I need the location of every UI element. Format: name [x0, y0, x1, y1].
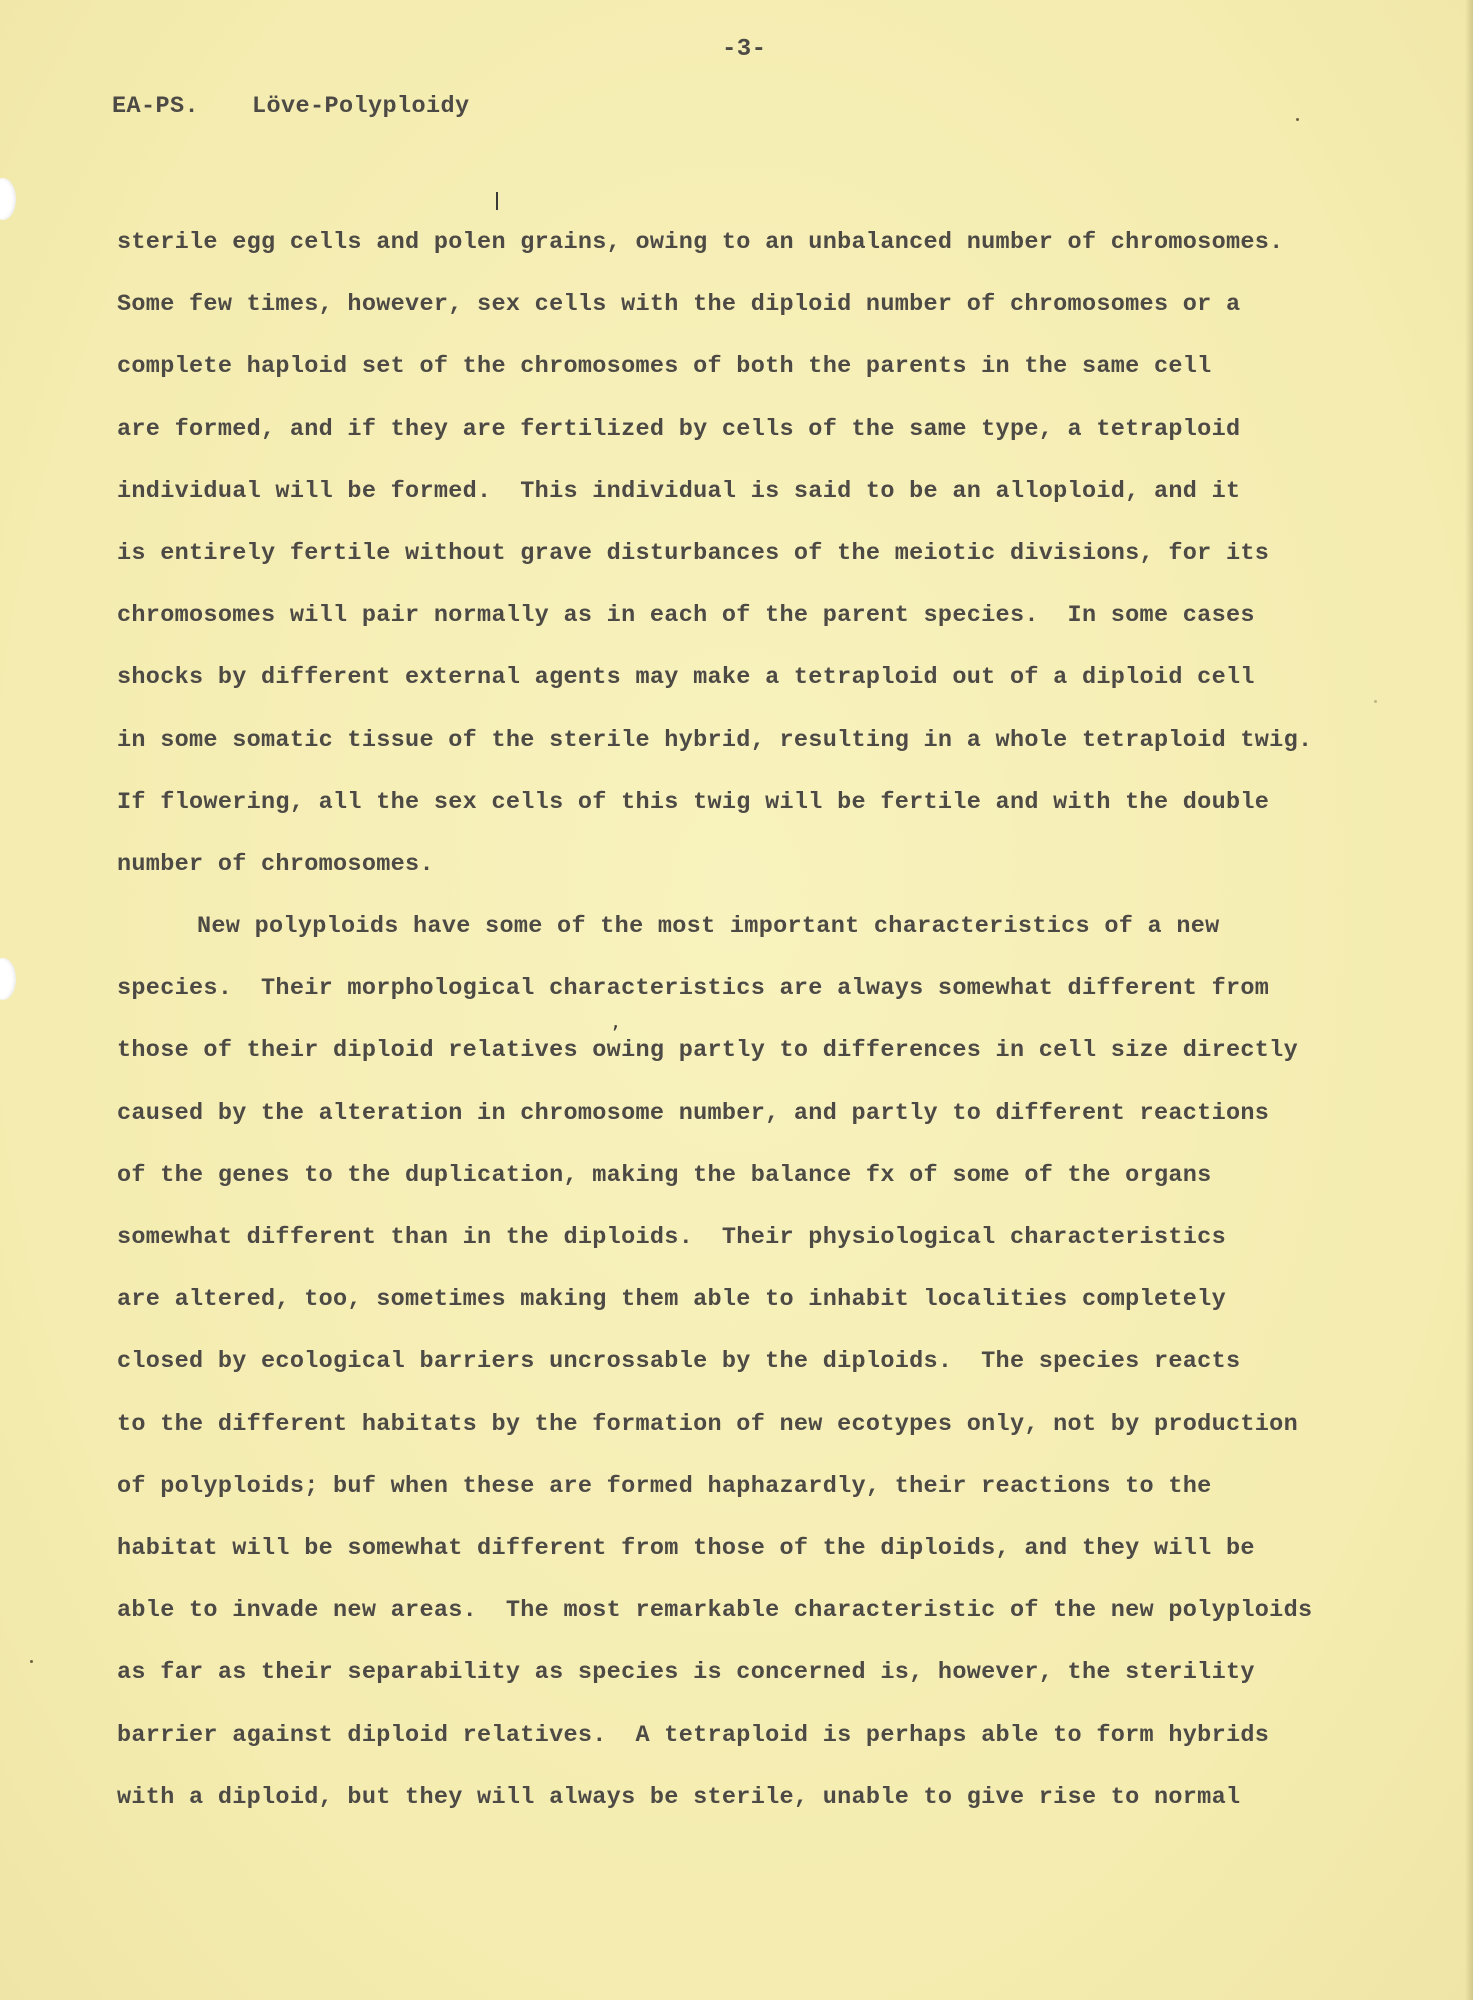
text-line: individual will be formed. This individual is said to be an alloploid, and it: [117, 477, 1241, 505]
punch-hole: [0, 178, 16, 220]
text-line: caused by the alteration in chromosome number, and partly to different reactions: [117, 1099, 1270, 1127]
text-line: are altered, too, sometimes making them able to inhabit localities completely: [117, 1286, 1226, 1314]
handwritten-insertion-mark: [496, 192, 498, 210]
paper-speck: [30, 1660, 33, 1663]
page-edge-shadow: [1465, 0, 1473, 2000]
paragraph-2: [117, 896, 1397, 1829]
text-line: are formed, and if they are fertilized by cells of the same type, a tetraploid: [117, 415, 1241, 443]
text-line: of polyploids; buf when these are formed haphazardly, their reactions to the: [117, 1472, 1212, 1500]
header-title: Löve-Polyploidy: [252, 93, 470, 120]
text-line: If flowering, all the sex cells of this twig will be fertile and with the double: [117, 788, 1270, 816]
text-line: those of their diploid relatives owing partly to differences in cell size directly: [117, 1037, 1298, 1065]
body-text: [117, 212, 1397, 1829]
text-line: chromosomes will pair normally as in each of the parent species. In some cases: [117, 602, 1255, 630]
text-line: complete haploid set of the chromosomes of both the parents in the same cell: [117, 353, 1212, 381]
text-line: shocks by different external agents may make a tetraploid out of a diploid cell: [117, 664, 1255, 692]
text-line: barrier against diploid relatives. A tetraploid is perhaps able to form hybrids: [117, 1721, 1270, 1749]
header-reference: EA-PS.: [112, 93, 200, 120]
text-line: as far as their separability as species is concerned is, however, the sterility: [117, 1659, 1255, 1687]
text-line: New polyploids have some of the most important characteristics of a new: [197, 913, 1220, 941]
handwritten-comma-mark: ,: [612, 1009, 619, 1034]
text-line: is entirely fertile without grave disturbances of the meiotic divisions, for its: [117, 539, 1270, 567]
text-line: somewhat different than in the diploids. Their physiological characteristics: [117, 1224, 1226, 1251]
punch-hole: [0, 958, 16, 1000]
page-number: -3-: [722, 36, 767, 63]
text-line: of the genes to the duplication, making the balance fx of some of the organs: [117, 1161, 1212, 1189]
text-line: closed by ecological barriers uncrossable by the diploids. The species reacts: [117, 1348, 1241, 1376]
text-line: with a diploid, but they will always be sterile, unable to give rise to normal: [117, 1783, 1241, 1811]
paragraph-1: [117, 212, 1397, 896]
paper-speck: [1296, 118, 1299, 121]
text-line: able to invade new areas. The most remarkable characteristic of the new polyploids: [117, 1597, 1313, 1625]
text-line: habitat will be somewhat different from those of the diploids, and they will be: [117, 1534, 1255, 1562]
text-line: species. Their morphological characteristics are always somewhat different from: [117, 975, 1270, 1003]
text-line: sterile egg cells and polen grains, owing to an unbalanced number of chromosomes.: [117, 229, 1284, 256]
text-line: in some somatic tissue of the sterile hybrid, resulting in a whole tetraploid twig.: [117, 726, 1313, 754]
text-line: Some few times, however, sex cells with the diploid number of chromosomes or a: [117, 291, 1241, 319]
text-line: number of chromosomes.: [117, 850, 434, 878]
text-line: to the different habitats by the formation of new ecotypes only, not by production: [117, 1410, 1298, 1438]
